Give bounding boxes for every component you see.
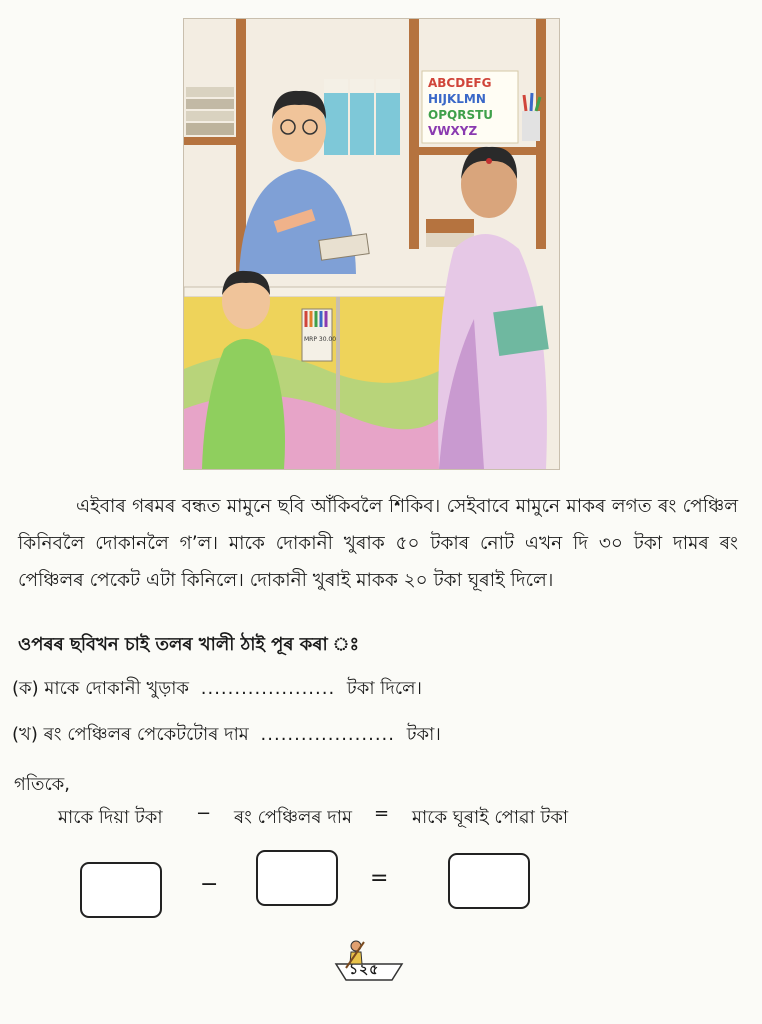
question-kha: [12, 720, 441, 751]
question-kha-prefix: (খ) ৰং পেঞ্চিলৰ পেকেটটোৰ দাম: [12, 724, 249, 745]
exercise-heading: ওপৰৰ ছবিখন চাই তলৰ খালী ঠাই পূৰ কৰা ঃ: [18, 634, 360, 655]
equation-equals-label: =: [374, 803, 390, 824]
question-kha-blank[interactable]: ....................: [260, 724, 395, 745]
question-ka: [12, 674, 422, 705]
answer-box-returned[interactable]: [448, 853, 530, 909]
story-paragraph: এইবাৰ গৰমৰ বন্ধত মামুনে ছবি আঁকিবলৈ শিকিব। সেইবাবে মামুনে মাকৰ লগত ৰং পেঞ্চিল কিনিবলৈ দোকানলৈ গ’ল। মাকে দোকানী খুৰাক ৫০ টকাৰ নোট এখন দি ৩০ টকা দামৰ ৰং পেঞ্চিলৰ পেকেট এটা কিনিলে। দোকানী খুৰাই মাকক ২০ টকা ঘূৰাই দিলে।: [18, 496, 738, 591]
answer-box-given[interactable]: [80, 862, 162, 918]
alphabet-row-4: VWXYZ: [428, 124, 478, 138]
pencil-packets: [324, 79, 400, 155]
packet-price-tag: MRP 30.00: [304, 336, 337, 343]
alphabet-row-1: ABCDEFG: [428, 76, 492, 90]
equation-term2: ৰং পেঞ্চিলৰ দাম: [234, 807, 352, 828]
box-minus-sign: −: [200, 872, 219, 897]
equation-term1: মাকে দিয়া টকা: [58, 807, 163, 828]
question-ka-prefix: (ক) মাকে দোকানী খুড়াক: [12, 678, 190, 699]
alphabet-row-2: HIJKLMN: [428, 92, 486, 106]
page-number: ১২৫: [349, 962, 380, 978]
question-ka-suffix: টকা দিলে।: [346, 678, 422, 699]
shop-scene-illustration: [183, 18, 560, 470]
alphabet-row-3: OPQRSTU: [428, 108, 494, 122]
equation-minus-label: −: [196, 803, 212, 824]
answer-box-price[interactable]: [256, 850, 338, 906]
illustration-svg: [184, 19, 559, 469]
question-ka-blank[interactable]: ....................: [200, 678, 336, 699]
therefore-label: গতিকে,: [14, 774, 70, 795]
equation-result: মাকে ঘূৰাই পোৱা টকা: [412, 807, 569, 828]
box-equals-sign: =: [370, 866, 389, 891]
question-kha-suffix: টকা।: [406, 724, 441, 745]
